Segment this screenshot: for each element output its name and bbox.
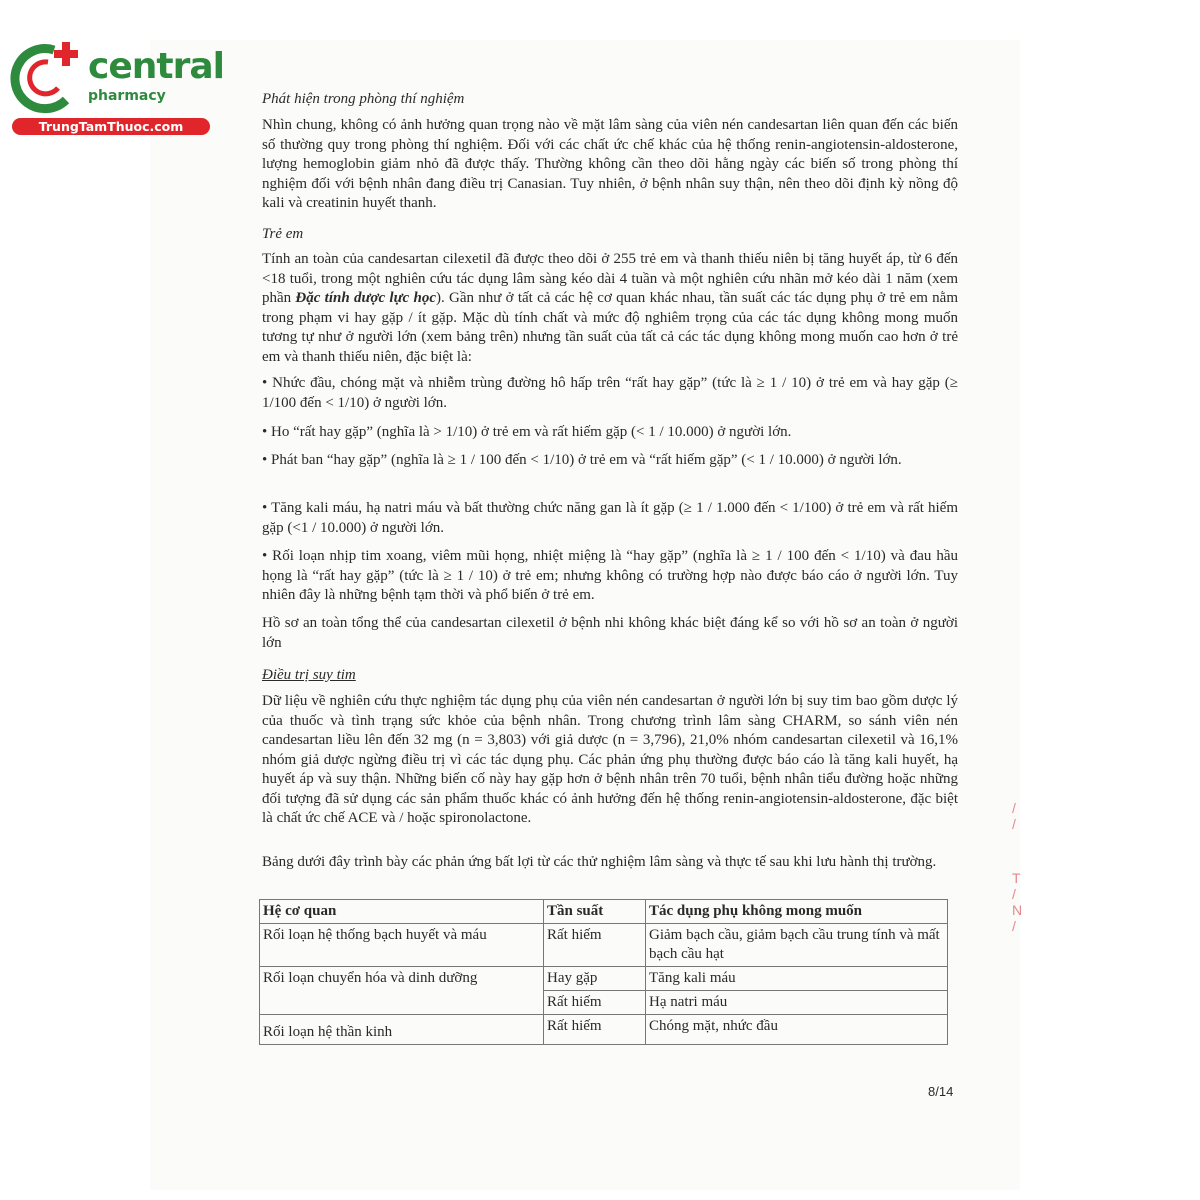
cell: Rất hiếm (544, 924, 646, 967)
table-row (260, 967, 948, 991)
bullet-item: • Ho “rất hay gặp” (nghĩa là > 1/10) ở trẻ em và rất hiếm gặp (< 1 / 10.000) ở người lớn. (262, 424, 792, 440)
table-header-row (260, 900, 948, 924)
cell: Hạ natri máu (646, 991, 948, 1015)
bullet-item: • Tăng kali máu, hạ natri máu và bất thường chức năng gan là ít gặp (≥ 1 / 1.000 đến < 1/100) ở trẻ em và rất hiếm gặp (<1 / 10.000) ở người lớn. (262, 500, 958, 536)
website-badge: TrungTamThuoc.com (12, 118, 210, 135)
logo-c-cross-icon (10, 38, 88, 116)
children-summary: Hồ sơ an toàn tổng thể của candesartan cilexetil ở bệnh nhi không khác biệt đáng kể so với hồ sơ an toàn ở người lớn (262, 615, 958, 651)
bullet-item: • Phát ban “hay gặp” (nghĩa là ≥ 1 / 100 đến < 1/10) ở trẻ em và “rất hiếm gặp” (< 1 / 10.000) ở người lớn. (262, 452, 902, 468)
cell: Hay gặp (544, 967, 646, 991)
cell: Rối loạn hệ thần kinh (260, 1015, 544, 1045)
logo-name: central (88, 46, 224, 87)
cell: Giảm bạch cầu, giảm bạch cầu trung tính và mất bạch cầu hạt (646, 924, 948, 967)
lab-paragraph: Nhìn chung, không có ảnh hưởng quan trọng nào về mặt lâm sàng của viên nén candesartan liên quan đến các biến số thường quy trong phòng thí nghiệm. Đối với các chất ức chế khác của hệ thống renin-angiotensin-aldosterone, lượng hemoglobin giảm nhỏ đã được thấy. Thường không cần theo dõi hằng ngày các biến số trong phòng thí nghiệm đối với bệnh nhân đang điều trị Canasian. Tuy nhiên, ở bệnh nhân suy thận, nên theo dõi định kỳ nồng độ kali và creatinin huyết thanh. (262, 117, 958, 211)
children-text-emphasis: Đặc tính dược lực học (295, 290, 436, 306)
children-heading: Trẻ em (262, 226, 304, 242)
heart-failure-paragraph: Dữ liệu về nghiên cứu thực nghiệm tác dụng phụ của viên nén candesartan ở người lớn bị suy tim bao gồm dược lý của thuốc và tình trạng sức khỏe của bệnh nhân. Trong chương trình lâm sàng CHARM, so sánh viên nén candesartan liều lên đến 32 mg (n = 3,803) với giả dược (n = 3,796), 21,0% nhóm candesartan cilexetil và 16,1% nhóm giả dược ngừng điều trị vì các tác dụng phụ. Các phản ứng phụ thường được báo cáo là tăng kali huyết, hạ huyết áp và suy thận. Những biến cố này hay gặp hơn ở bệnh nhân trên 70 tuổi, bệnh nhân tiểu đường hoặc những đối tượng đã sử dụng các sản phẩm thuốc khác có ảnh hưởng đến hệ thống renin-angiotensin-aldosterone, đặc biệt là chất ức chế ACE và / hoặc spironolactone. (262, 693, 958, 826)
children-text-b: ). Gần như ở tất cả các hệ cơ quan khác nhau, tần suất các tác dụng phụ ở trẻ em nằm trong phạm vi hay gặp / ít gặp. Mặc dù tính chất và mức độ nghiêm trọng của các tác dụng không mong muốn tương tự như ở người lớn (xem bảng trên) nhưng tần suất của tất cả các tác dụng không mong muốn cao hơn ở trẻ em và thanh thiếu niên, đặc biệt là: (262, 290, 958, 365)
cell: Tăng kali máu (646, 967, 948, 991)
stamp-edge-mark: T / N / (1012, 870, 1023, 934)
cell: Rất hiếm (544, 1015, 646, 1045)
children-paragraph (262, 250, 958, 367)
cell: Rất hiếm (544, 991, 646, 1015)
bullet-item: • Nhức đầu, chóng mặt và nhiễm trùng đường hô hấp trên “rất hay gặp” (tức là ≥ 1 / 10) ở trẻ em và hay gặp (≥ 1/100 đến < 1/10) ở người lớn. (262, 375, 958, 411)
page-number: 8/14 (928, 1084, 954, 1099)
cell: Chóng mặt, nhức đầu (646, 1015, 948, 1045)
lab-heading: Phát hiện trong phòng thí nghiệm (262, 91, 465, 107)
table-row (260, 1015, 948, 1045)
bullet-item: • Rối loạn nhịp tim xoang, viêm mũi họng, nhiệt miệng là “hay gặp” (nghĩa là ≥ 1 / 100 đến < 1/10) và đau hầu họng là “rất hay gặp” (tức là ≥ 1 / 10) ở trẻ em; nhưng không có trường hợp nào được báo cáo ở người lớn. Tuy nhiên đây là những bệnh tạm thời và phổ biến ở trẻ em. (262, 548, 958, 603)
children-text-a: Tính an toàn của candesartan cilexetil đã được theo dõi ở 255 trẻ em và thanh thiếu niên bị tăng huyết áp, từ 6 đến <18 tuổi, trong một nghiên cứu tác dụng lâm sàng kéo dài 4 tuần và một nghiên cứu nhãn mở kéo dài 1 năm (xem phần (262, 251, 958, 306)
adverse-reactions-table (259, 899, 948, 1045)
header-effect: Tác dụng phụ không mong muốn (646, 900, 948, 924)
table-row (260, 924, 948, 967)
header-organ: Hệ cơ quan (260, 900, 544, 924)
header-frequency: Tần suất (544, 900, 646, 924)
heart-failure-heading: Điều trị suy tim (262, 667, 356, 683)
stamp-edge-mark: / / (1012, 800, 1016, 832)
table-intro: Bảng dưới đây trình bày các phản ứng bất lợi từ các thử nghiệm lâm sàng và thực tế sau khi lưu hành thị trường. (262, 854, 937, 870)
cell: Rối loạn hệ thống bạch huyết và máu (260, 924, 544, 967)
logo-sub: pharmacy (88, 88, 166, 104)
cell: Rối loạn chuyển hóa và dinh dưỡng (260, 967, 544, 1015)
